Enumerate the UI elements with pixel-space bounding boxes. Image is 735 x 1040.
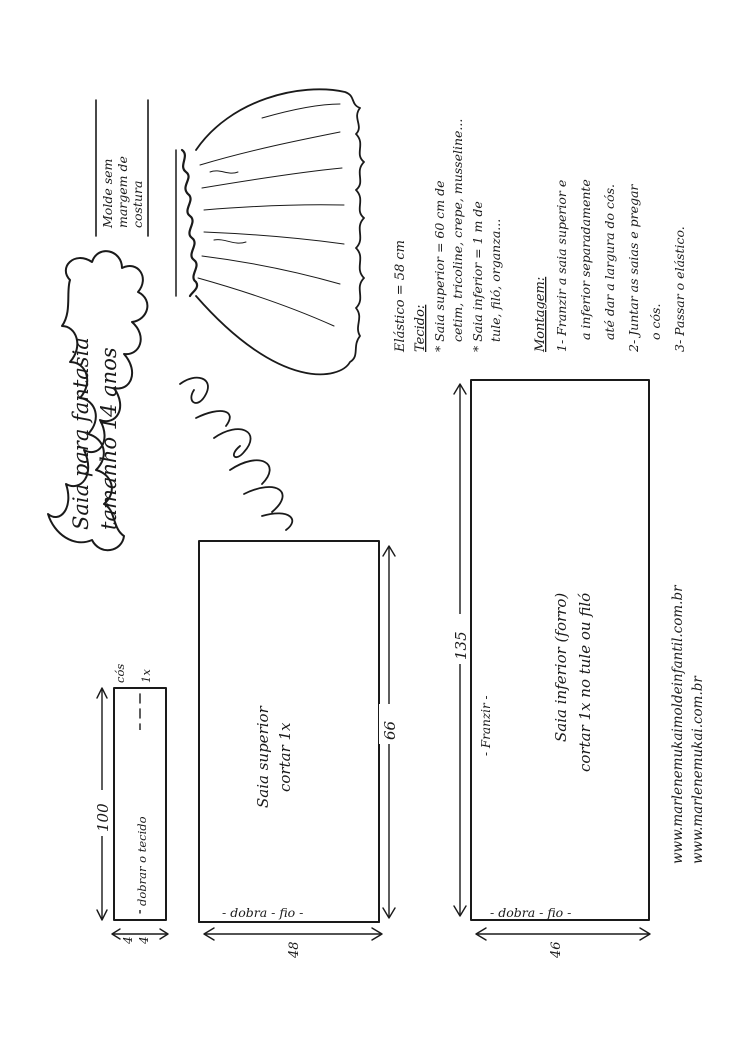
waistband-piece <box>92 664 168 945</box>
seam-allowance-note <box>96 100 148 236</box>
step-1-line-1: 1- Franzir a saia superior e <box>554 179 569 352</box>
lower-skirt-label: Saia inferior (forro) <box>552 592 570 742</box>
lower-skirt-height: 135 <box>452 631 470 660</box>
lower-skirt-piece <box>450 380 650 959</box>
title-line-1: Saia para fantasia <box>69 337 93 530</box>
lower-skirt-gather: - Franzir - <box>479 695 493 756</box>
step-1-line-2: a inferior separadamente <box>578 179 593 340</box>
title-line-2: tamanho 14 anos <box>97 347 121 530</box>
note-line-2: margem de <box>115 156 130 228</box>
lower-skirt-fold: - dobra - fio - <box>490 905 572 920</box>
upper-skirt-cut: cortar 1x <box>276 722 294 792</box>
fabric-heading: Tecido: <box>413 304 428 352</box>
skirt-sketch <box>176 89 364 374</box>
step-3: 3- Passar o elástico. <box>672 226 687 352</box>
elastic-length: Elástico = 58 cm <box>393 240 408 352</box>
step-1-line-3: até dar a largura do cós. <box>602 184 617 340</box>
note-line-1: Molde sem <box>100 158 115 228</box>
upper-skirt-width: 48 <box>287 941 302 958</box>
signature <box>0 0 292 530</box>
upper-skirt-height: 66 <box>381 720 399 740</box>
website-1: www.marlenemukaimoldeinfantil.com.br <box>670 585 686 864</box>
lower-skirt-width: 46 <box>549 941 564 958</box>
step-2-line-1: 2- Juntar as saias e pregar <box>626 184 641 352</box>
fabric-lower-1: * Saia inferior = 1 m de <box>470 201 485 352</box>
title-cloud <box>48 251 147 550</box>
waistband-length: 100 <box>94 803 112 832</box>
fabric-upper-1: * Saia superior = 60 cm de <box>432 180 447 352</box>
note-line-3: costura <box>130 180 145 228</box>
instructions <box>393 119 687 353</box>
step-2-line-2: o cós. <box>648 303 663 340</box>
upper-skirt-piece <box>199 541 399 959</box>
websites <box>670 584 706 864</box>
assembly-heading: Montagem: <box>533 276 548 352</box>
upper-skirt-fold: - dobra - fio - <box>222 905 304 920</box>
waistband-width-a: 4 <box>121 936 135 944</box>
waistband-width-b: 4 <box>137 936 151 944</box>
waistband-label: cós <box>113 663 127 683</box>
waistband-cut: 1x <box>139 669 153 683</box>
fabric-upper-2: cetim, tricoline, crepe, musseline... <box>450 118 465 342</box>
waistband-fold-text: dobrar o tecido <box>135 816 149 906</box>
website-2: www.marlenemukai.com.br <box>690 676 706 864</box>
upper-skirt-label: Saia superior <box>254 706 272 808</box>
fabric-lower-2: tule, filó, organza... <box>488 218 503 342</box>
lower-skirt-cut: cortar 1x no tule ou filó <box>576 592 594 772</box>
